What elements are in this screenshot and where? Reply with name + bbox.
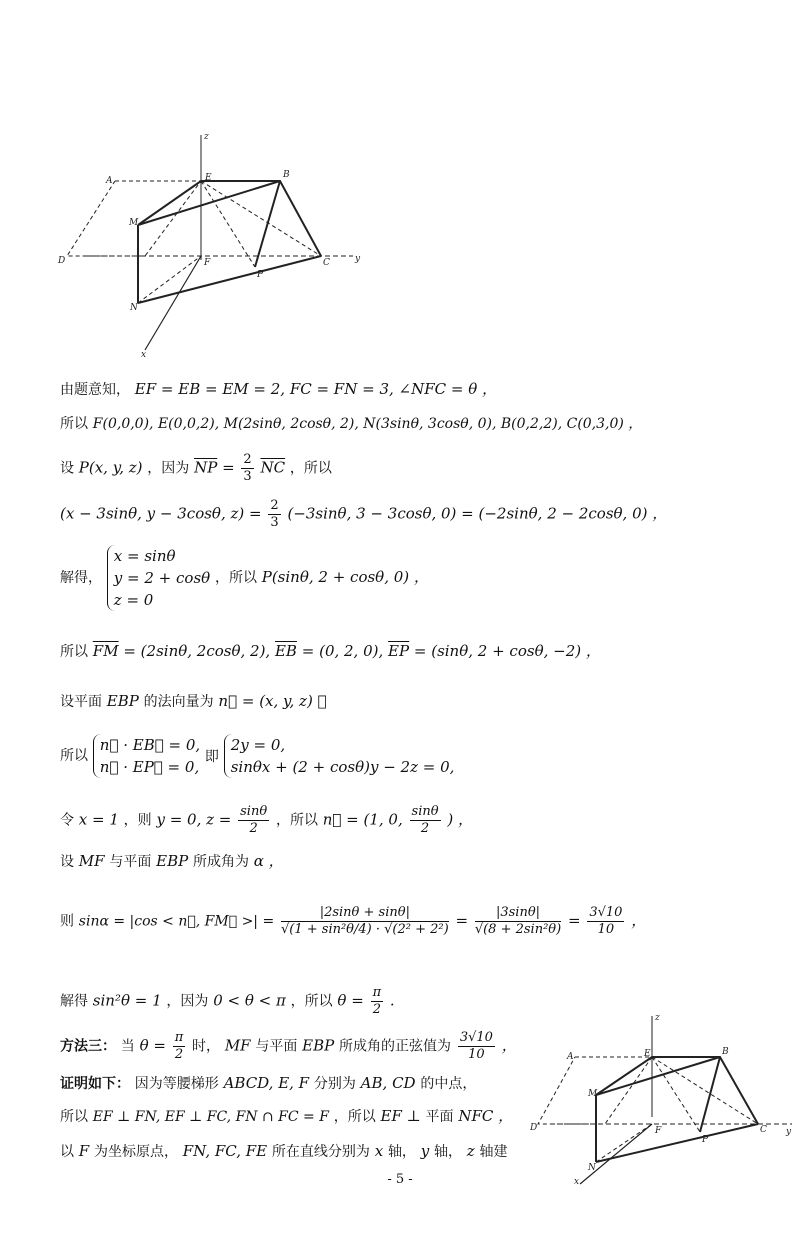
denominator: √(1 + sin²θ/4) · √(2² + 2²) — [280, 922, 449, 937]
math: = — [222, 458, 235, 477]
math: = — [567, 911, 581, 930]
edge-bp — [255, 181, 280, 267]
text: 所成角的正弦值为 — [339, 1038, 452, 1055]
equation-system — [93, 734, 200, 778]
label-n: N — [130, 303, 138, 313]
denominator: 2 — [249, 821, 258, 836]
fraction — [238, 804, 269, 837]
math: EF ⊥ — [380, 1107, 421, 1125]
label-e: E — [644, 1049, 651, 1059]
math: EBP — [106, 692, 139, 710]
line-6 — [60, 640, 601, 663]
label-x: x — [574, 1177, 580, 1187]
math: = (sinθ, 2 + cosθ, −2) ， — [413, 642, 601, 660]
fraction — [587, 905, 624, 938]
line-4 — [60, 498, 667, 531]
equation-system — [224, 734, 455, 778]
label-e: E — [205, 173, 212, 183]
label-a: A — [567, 1052, 574, 1062]
line-12 — [60, 985, 395, 1018]
text: 设平面 — [60, 694, 102, 710]
label-z: z — [655, 1013, 660, 1023]
label-m: M — [129, 218, 139, 228]
edge-bp — [700, 1057, 720, 1132]
math: θ = — [337, 991, 364, 1010]
label-z: z — [204, 132, 209, 142]
line-1 — [60, 378, 497, 401]
math: α ， — [253, 852, 284, 870]
numerator: 2 — [243, 452, 252, 467]
math: n⃗ = (x, y, z) ， — [218, 692, 327, 710]
label-b: B — [283, 170, 290, 180]
math: = (2sinθ, 2cosθ, 2), — [123, 642, 271, 660]
math: θ = — [139, 1036, 166, 1055]
label-m: M — [588, 1089, 598, 1099]
math: P(sinθ, 2 + cosθ, 0) ， — [261, 568, 429, 586]
math: = (0, 2, 0), — [301, 642, 384, 660]
numerator: sinθ — [411, 804, 439, 819]
math: 0 < θ < π — [213, 991, 286, 1010]
fraction — [475, 905, 561, 938]
text: ，所以 — [214, 570, 257, 586]
equation: x = sinθ — [113, 547, 176, 565]
denominator: 10 — [597, 922, 615, 937]
fraction — [371, 985, 384, 1018]
equation-system — [107, 545, 210, 611]
line-2 — [60, 412, 642, 435]
math: AB, CD — [360, 1074, 416, 1092]
geometry-figure-top — [55, 125, 375, 360]
math: ， — [631, 911, 647, 930]
line-13 — [60, 1030, 517, 1063]
text: 即 — [204, 749, 219, 765]
text: 所以 — [60, 1109, 88, 1125]
edges-mebc — [138, 181, 321, 256]
text: 与平面 — [109, 854, 152, 870]
text: 与平面 — [255, 1038, 298, 1055]
math: sin²θ = 1 — [92, 991, 162, 1010]
edge-mb — [138, 181, 280, 225]
denominator: 10 — [468, 1047, 485, 1062]
math: ) ， — [447, 810, 473, 829]
text: 分别为 — [313, 1076, 356, 1092]
line-9 — [60, 804, 473, 837]
math: EBP — [302, 1036, 335, 1055]
numerator: |3sinθ| — [475, 905, 561, 922]
equation: z = 0 — [113, 591, 154, 609]
vector-np: $\overline{NP}$ — [194, 458, 218, 477]
text: 因为等腰梯形 — [134, 1076, 219, 1092]
denominator: √(8 + 2sin²θ) — [474, 922, 562, 937]
math: F — [78, 1142, 90, 1160]
label-n: N — [588, 1163, 596, 1173]
vector-eb: $\overline{EB}$ — [274, 642, 297, 660]
text: 当 — [120, 1038, 135, 1055]
denominator: 2 — [174, 1047, 184, 1062]
text: ，因为 — [147, 460, 190, 477]
text: 解得， — [60, 570, 102, 586]
denominator: 2 — [372, 1002, 381, 1017]
label-d: D — [530, 1123, 538, 1133]
text: 令 — [60, 812, 74, 829]
math: y = 0, z = — [156, 810, 232, 829]
text: 的中点， — [420, 1076, 477, 1092]
edge-mb — [596, 1057, 720, 1095]
denominator: 2 — [420, 821, 430, 836]
numerator: 2 — [270, 498, 279, 513]
vector-nc: $\overline{NC}$ — [260, 458, 286, 477]
text: 解得 — [60, 993, 88, 1010]
edge-nc — [596, 1124, 758, 1162]
label-x: x — [141, 350, 147, 360]
math: (−3sinθ, 3 − 3cosθ, 0) = (−2sinθ, 2 − 2cosθ, 0) ， — [287, 504, 668, 523]
equation: y = 2 + cosθ — [113, 569, 211, 587]
label-b: B — [722, 1047, 729, 1057]
text: 设 — [60, 854, 74, 870]
math: n⃗ = (1, 0, — [322, 810, 403, 829]
equation: n⃗ · EP⃗ = 0, — [99, 758, 200, 776]
numerator: π — [372, 985, 382, 1000]
text: 则 — [60, 913, 74, 930]
text: ，则 — [123, 812, 152, 829]
equation: n⃗ · EB⃗ = 0, — [99, 736, 201, 754]
page-number: - 5 - — [387, 1172, 413, 1187]
text: 平面 — [425, 1109, 454, 1125]
denominator: 3 — [270, 515, 279, 530]
text: 所以 — [60, 644, 88, 660]
fraction — [268, 498, 280, 531]
label-p: P — [257, 270, 264, 280]
line-7 — [60, 690, 327, 713]
line-16 — [60, 1140, 507, 1163]
numerator: sinθ — [240, 804, 268, 819]
math: EF = EB = EM = 2, FC = FN = 3, ∠NFC = θ ， — [134, 380, 498, 398]
method-heading: 方法三： — [60, 1038, 116, 1055]
math: FN, FC, FE — [182, 1142, 268, 1160]
edge-ep-dashed — [652, 1057, 700, 1132]
text: 轴， — [433, 1144, 462, 1160]
label-a: A — [106, 176, 113, 186]
edge-nf-dashed — [138, 256, 201, 303]
text: 轴， — [387, 1144, 416, 1160]
math: EF ⊥ FN, EF ⊥ FC, FN ∩ FC = F — [92, 1109, 329, 1125]
label-c: C — [323, 258, 330, 268]
equation: 2y = 0, — [230, 736, 286, 754]
text: 为坐标原点， — [93, 1144, 178, 1160]
line-15 — [60, 1105, 513, 1128]
text: ，所以 — [290, 993, 333, 1010]
line-10 — [60, 850, 284, 873]
label-f: F — [655, 1126, 662, 1136]
text: ，所以 — [289, 460, 332, 477]
text: 设 — [60, 460, 74, 477]
text: 所成角为 — [192, 854, 249, 870]
numerator: 3√10 — [589, 905, 623, 920]
edge-nc — [138, 256, 321, 303]
line-5 — [60, 545, 429, 611]
line-8 — [60, 734, 454, 778]
label-f: F — [204, 258, 211, 268]
line-3 — [60, 452, 332, 485]
text: 所以 — [60, 748, 88, 764]
edge-ep-dashed — [201, 181, 255, 267]
numerator: |2sinθ + sinθ| — [281, 905, 449, 922]
fraction — [410, 804, 441, 837]
fraction — [241, 452, 253, 485]
text: 的法向量为 — [143, 694, 214, 710]
math: sinα = |cos < n⃗, FM⃗ >| = — [78, 913, 275, 930]
fraction — [281, 905, 449, 938]
math: (x − 3sinθ, y − 3cosθ, z) = — [60, 504, 262, 523]
numerator: π — [174, 1030, 184, 1045]
math: ， — [501, 1036, 517, 1055]
x-axis — [145, 256, 201, 350]
geometry-figure-bottom — [530, 1012, 795, 1187]
denominator: 3 — [243, 469, 252, 484]
math: . — [389, 991, 395, 1010]
fraction — [458, 1030, 495, 1063]
math: = — [455, 911, 469, 930]
text: 所以 — [60, 416, 88, 432]
math: ABCD, E, F — [223, 1074, 310, 1092]
line-14 — [60, 1072, 476, 1095]
math: MF — [78, 852, 105, 870]
fraction — [173, 1030, 186, 1063]
math: NFC ， — [458, 1107, 514, 1125]
vector-ep: $\overline{EP}$ — [388, 642, 410, 660]
text: ，所以 — [333, 1109, 376, 1125]
edges-mebc — [596, 1057, 758, 1124]
equation: sinθx + (2 + cosθ)y − 2z = 0, — [230, 758, 455, 776]
text: 以 — [60, 1144, 74, 1160]
math: EBP — [156, 852, 189, 870]
text: ，因为 — [166, 993, 209, 1010]
math: MF — [224, 1036, 251, 1055]
math: x — [374, 1142, 384, 1160]
text: 由题意知， — [60, 382, 130, 398]
proof-heading: 证明如下： — [60, 1076, 130, 1092]
line-11 — [60, 905, 646, 938]
math: P(x, y, z) — [78, 458, 143, 477]
math: x = 1 — [78, 810, 119, 829]
vector-fm: $\overline{FM}$ — [92, 642, 119, 660]
label-p: P — [702, 1135, 709, 1145]
label-c: C — [760, 1125, 767, 1135]
text: 所在直线分别为 — [271, 1144, 370, 1160]
text: ，所以 — [275, 812, 318, 829]
text: 时， — [192, 1038, 221, 1055]
label-y: y — [355, 254, 361, 264]
label-y: y — [786, 1127, 792, 1137]
math: y — [420, 1142, 430, 1160]
numerator: 3√10 — [459, 1030, 493, 1045]
label-d: D — [58, 256, 66, 266]
text: 轴建 — [479, 1144, 508, 1160]
math: F(0,0,0), E(0,0,2), M(2sinθ, 2cosθ, 2), N(3sinθ, 3cosθ, 0), B(0,2,2), C(0,3,0) ， — [92, 416, 643, 432]
math: z — [466, 1142, 475, 1160]
